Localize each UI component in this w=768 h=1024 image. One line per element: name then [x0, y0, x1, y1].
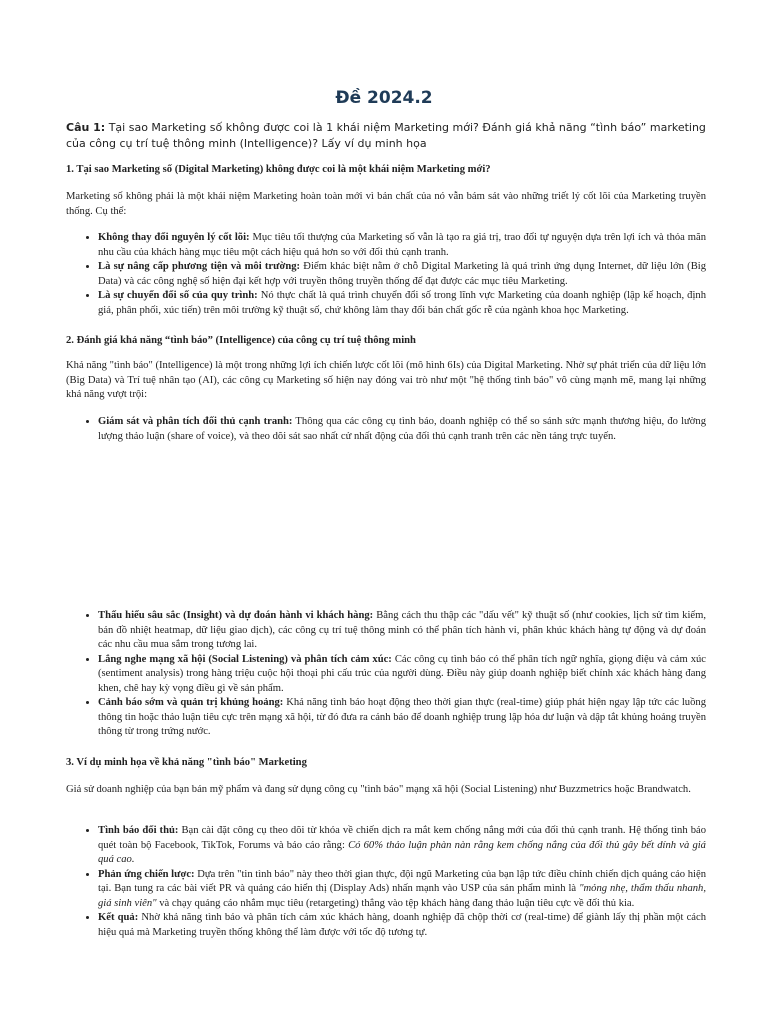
item-text: Nó thực chất là quá trình chuyển đổi số trong lĩnh vực Marketing của doanh nghiệp (lập kế hoạch, định giá, phân phối, xúc tiến) trên môi trường kỹ thuật số, chứ không làm thay đổi bản chất gốc rễ của ngành khoa học Marketing. — [98, 290, 707, 316]
item-text: Dựa trên "tin tình báo" này theo thời gian thực, đội ngũ Marketing của bạn lập tức điều chỉnh chiến dịch quảng cáo hiện tại. Bạn tung ra các bài viết PR và quảng cáo hiển thị (Display Ads) nhấn mạnh vào USP của sản phẩm mình là — [98, 868, 706, 894]
section-3-list — [66, 824, 706, 940]
item-text: Các công cụ tình báo có thể phân tích ngữ nghĩa, giọng điệu và cảm xúc (sentiment analysis) trong hàng triệu cuộc hội thoại phi cấu trúc của người dùng. Điều này giúp doanh nghiệp biết chính xác khách hàng đang khen, chê hay kỳ vọng điều gì về sản phẩm. — [98, 653, 707, 694]
section-1-heading: 1. Tại sao Marketing số (Digital Marketing) không được coi là một khái niệm Marketing mới? — [66, 164, 491, 175]
question-label: Câu 1: — [66, 121, 106, 134]
list-item — [98, 653, 706, 697]
item-text: Điểm khác biệt nằm ở chỗ Digital Marketing là quá trình ứng dụng Internet, dữ liệu lớn (Big Data) và các công nghệ số hiện đại kết hợp với truyền thông truyền thống để đạt được các mục tiêu Marketing. — [98, 261, 706, 287]
section-2-heading: 2. Đánh giá khả năng “tình báo” (Intelligence) của công cụ trí tuệ thông minh — [66, 335, 416, 346]
question-text: Tại sao Marketing số không được coi là 1 khái niệm Marketing mới? Đánh giá khả năng “tình báo” marketing của công cụ trí tuệ thông minh (Intelligence)? Lấy ví dụ minh họa — [66, 121, 706, 150]
list-item — [98, 824, 706, 868]
section-3-intro: Giả sử doanh nghiệp của bạn bán mỹ phẩm và đang sử dụng công cụ "tình báo" mạng xã hội (Social Listening) như Buzzmetrics hoặc Brandwatch. — [66, 784, 691, 795]
page-title: Đề 2024.2 — [335, 88, 433, 108]
list-item — [98, 609, 706, 653]
item-text-tail: và chạy quảng cáo nhắm mục tiêu (retargeting) thẳng vào tệp khách hàng đang thảo luận tiêu cực về đối thủ kia. — [156, 897, 635, 909]
section-1-intro: Marketing số không phải là một khái niệm Marketing hoàn toàn mới vì bản chất của nó vẫn bám sát vào những triết lý cốt lõi của Marketing truyền thống. Cụ thể: — [66, 191, 706, 217]
item-label: Kết quả: — [98, 912, 139, 923]
item-text: Mục tiêu tối thượng của Marketing số vẫn là tạo ra giá trị, trao đổi tự nguyện dựa trên lợi ích và thỏa mãn nhu cầu của khách hàng mục tiêu một cách hiệu quả hơn so với đối thủ cạnh tranh. — [98, 232, 706, 258]
item-label: Lắng nghe mạng xã hội (Social Listening) và phân tích cảm xúc: — [98, 653, 392, 665]
item-label: Thấu hiểu sâu sắc (Insight) và dự đoán hành vi khách hàng: — [98, 610, 374, 621]
item-label: Là sự nâng cấp phương tiện và môi trường: — [98, 261, 301, 272]
list-item — [98, 260, 706, 289]
question — [66, 120, 706, 152]
item-label: Cảnh báo sớm và quản trị khủng hoảng: — [98, 697, 284, 708]
section-2-intro: Khả năng "tình báo" (Intelligence) là một trong những lợi ích chiến lược cốt lõi (mô hình 6Is) của Digital Marketing. Nhờ sự phát triển của dữ liệu lớn (Big Data) và Trí tuệ nhân tạo (AI), các công cụ Marketing số hiện nay đóng vai trò như một "hệ thống tình báo" vô cùng mạnh mẽ, mang lại những khả năng vượt trội: — [66, 360, 706, 400]
item-quote: Có 60% thảo luận phàn nàn rằng kem chống nắng của đối thủ gây bết dính và giá quá cao. — [98, 839, 706, 865]
list-item — [98, 696, 706, 740]
item-label: Không thay đổi nguyên lý cốt lõi: — [98, 232, 250, 243]
item-quote: "mỏng nhẹ, thẩm thấu nhanh, giá sinh viên" — [98, 883, 706, 909]
item-label: Phản ứng chiến lược: — [98, 868, 195, 880]
list-item — [98, 289, 706, 318]
item-label: Là sự chuyển đổi số của quy trình: — [98, 290, 258, 301]
item-text: Khả năng tình báo hoạt động theo thời gian thực (real-time) giúp phát hiện ngay lập tức các luồng thông tin hoặc thảo luận tiêu cực trên mạng xã hội, từ đó đưa ra cảnh báo để doanh nghiệp trung lập hóa dư luận và dập tắt khủng hoảng truyền thông từ trong trứng nước. — [98, 697, 706, 737]
list-item — [98, 415, 706, 444]
item-label: Giám sát và phân tích đối thủ cạnh tranh: — [98, 416, 293, 427]
item-text: Bằng cách thu thập các "dấu vết" kỹ thuật số (như cookies, lịch sử tìm kiếm, bản đồ nhiệt heatmap, dữ liệu giao dịch), các công cụ trí tuệ thông minh có thể phân tích hành vi, phân khúc khách hàng tự động và dự đoán các nhu cầu mua sắm trong tương lai. — [98, 610, 706, 650]
item-text: Nhờ khả năng tình báo và phân tích cảm xúc khách hàng, doanh nghiệp đã chộp thời cơ (real-time) để giành lấy thị phần một cách hiệu quả mà Marketing truyền thống không thể làm được với tốc độ tương tự. — [98, 912, 706, 938]
list-item — [98, 868, 706, 912]
item-text: Thông qua các công cụ tình báo, doanh nghiệp có thể so sánh sức mạnh thương hiệu, đo lường lượng thảo luận (share of voice), và theo dõi sát sao nhất cử nhất động của đối thủ cạnh tranh trên các nền tảng trực tuyến. — [98, 416, 706, 442]
item-label: Tình báo đối thủ: — [98, 825, 179, 836]
section-2-list-bottom — [66, 609, 706, 740]
item-text: Bạn cài đặt công cụ theo dõi từ khóa về chiến dịch ra mắt kem chống nắng mới của đối thủ cạnh tranh. Hệ thống tình báo quét toàn bộ Facebook, TikTok, Forums và báo cáo rằng: — [98, 825, 706, 851]
list-item — [98, 911, 706, 940]
section-3-heading: 3. Ví dụ minh họa về khả năng "tình báo" Marketing — [66, 757, 307, 768]
section-2-list-top — [66, 415, 706, 444]
section-1-list — [66, 231, 706, 318]
list-item — [98, 231, 706, 260]
